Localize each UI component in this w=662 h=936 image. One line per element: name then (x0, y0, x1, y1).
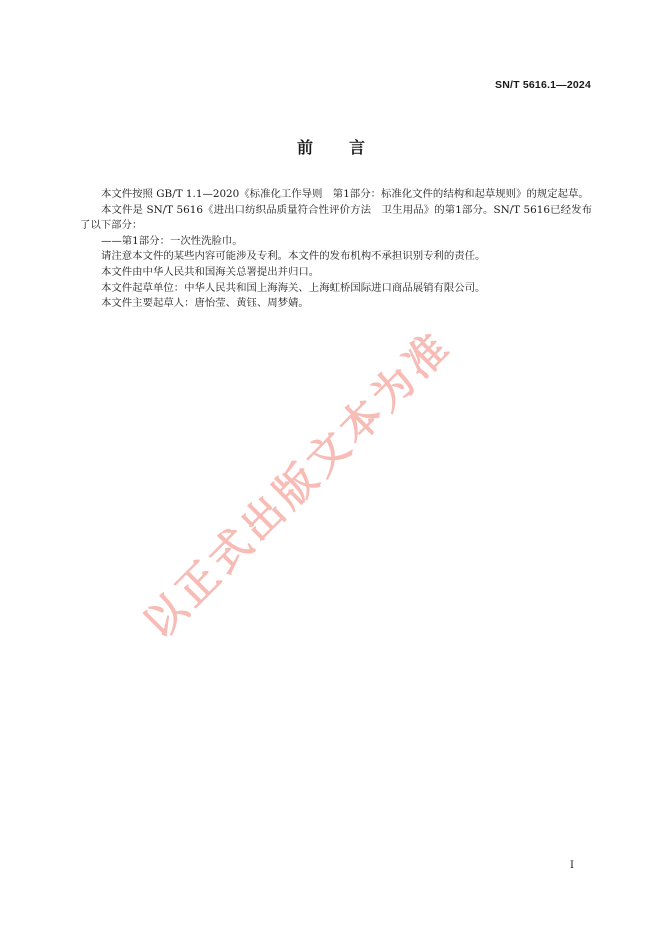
paragraph-drafting-basis: 本文件按照 GB/T 1.1—2020《标准化工作导则 第1部分：标准化文件的结构和起草规则》的规定起草。 (101, 188, 589, 200)
paragraph-patent-notice: 请注意本文件的某些内容可能涉及专利。本文件的发布机构不承担识别专利的责任。 (101, 250, 486, 263)
watermark-stamp: 以正式出版文本为准 (134, 321, 461, 648)
paragraph-drafting-units: 本文件起草单位：中华人民共和国上海海关、上海虹桥国际进口商品展销有限公司。 (101, 281, 486, 294)
paragraph-drafters: 本文件主要起草人：唐怡莹、黄钰、周梦婧。 (101, 297, 309, 310)
document-code: SN/T 5616.1—2024 (494, 79, 591, 91)
page-number: I (570, 860, 574, 871)
foreword-body (80, 187, 592, 312)
page-title: 前言 (296, 138, 401, 157)
paragraph-proposer: 本文件由中华人民共和国海关总署提出并归口。 (101, 265, 320, 278)
paragraph-series-info: 本文件是 SN/T 5616《进出口纺织品质量符合性评价方法 卫生用品》的第1部分。SN/T 5616已经发布了以下部分： (80, 203, 592, 232)
paragraph-part-list: ——第1部分：一次性洗脸巾。 (101, 234, 243, 247)
